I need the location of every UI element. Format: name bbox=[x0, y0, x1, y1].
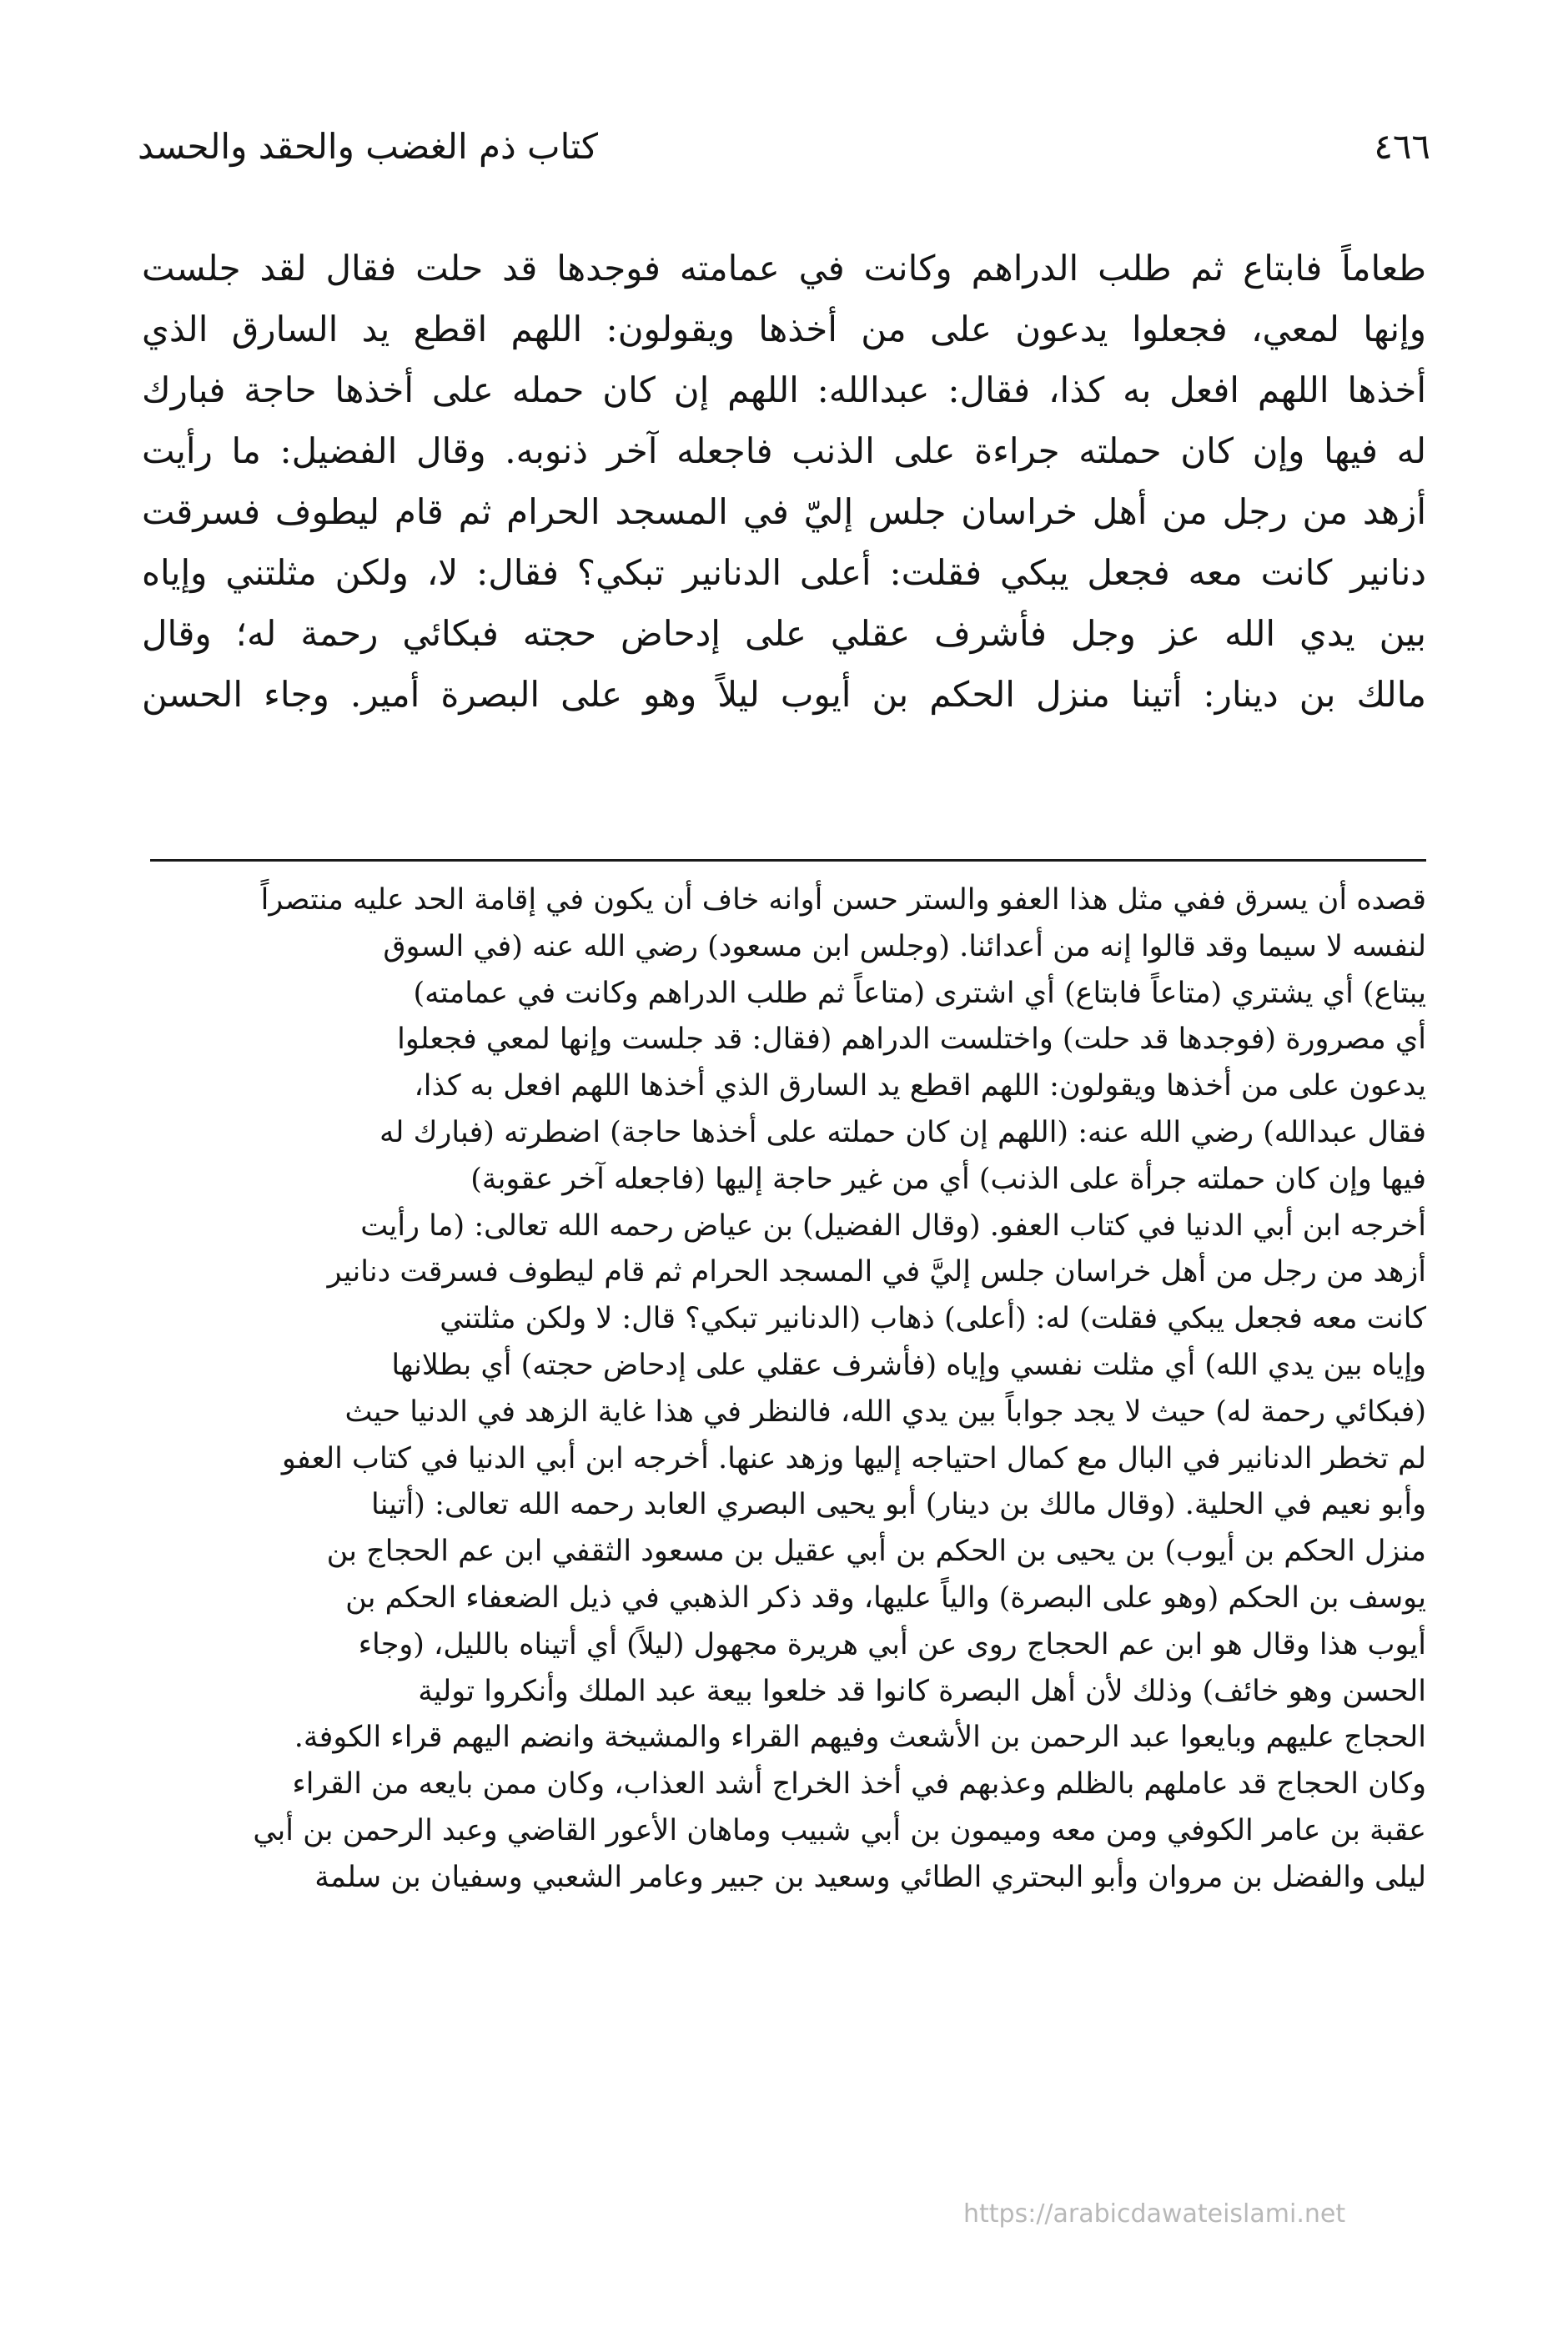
chapter-title: كتاب ذم الغضب والحقد والحسد bbox=[138, 125, 599, 167]
main-text-line: أخذها اللهم افعل به كذا، فقال: عبدالله: اللهم إن كان حمله على أخذها حاجة فبارك bbox=[142, 369, 1426, 410]
footnote-line: لنفسه لا سيما وقد قالوا إنه من أعدائنا. (وجلس ابن مسعود) رضي الله عنه (في السوق bbox=[383, 929, 1426, 963]
footnote-line: يدعون على من أخذها ويقولون: اللهم اقطع يد السارق الذي أخذها اللهم افعل به كذا، bbox=[414, 1069, 1426, 1103]
footnote-line: قصده أن يسرق ففي مثل هذا العفو والستر حسن أوانه خاف أن يكون في إقامة الحد عليه منتصراً bbox=[260, 883, 1426, 917]
footnote-line: أخرجه ابن أبي الدنيا في كتاب العفو. (وقال الفضيل) بن عياض رحمه الله تعالى: (ما رأيت bbox=[360, 1209, 1426, 1243]
footnote-line: كانت معه فجعل يبكي فقلت) له: (أعلى) ذهاب (الدنانير تبكي؟ قال: لا ولكن مثلتني bbox=[440, 1302, 1426, 1336]
footnote-line: يوسف بن الحكم (وهو على البصرة) والياً عليها، وقد ذكر الذهبي في ذيل الضعفاء الحكم بن bbox=[345, 1581, 1426, 1615]
footnote-line: يبتاع) أي يشتري (متاعاً فابتاع) أي اشترى (متاعاً ثم طلب الدراهم وكانت في عمامته) bbox=[413, 976, 1426, 1010]
main-text-line: مالك بن دينار: أتينا منزل الحكم بن أيوب ليلاً وهو على البصرة أمير. وجاء الحسن bbox=[142, 674, 1426, 715]
footnote-line: وكان الحجاج قد عاملهم بالظلم وعذبهم في أخذ الخراج أشد العذاب، وكان ممن بايعه من القراء bbox=[292, 1767, 1426, 1802]
footnote-divider bbox=[150, 859, 1426, 862]
footnote-line: ليلى والفضل بن مروان وأبو البحتري الطائي وسعيد بن جبير وعامر الشعبي وسفيان بن سلمة bbox=[314, 1860, 1426, 1894]
footnote-line: لم تخطر الدنانير في البال مع كمال احتياجه إليها وزهد عنها. أخرجه ابن أبي الدنيا في كتاب العفو bbox=[281, 1441, 1426, 1475]
main-text-line: وإنها لمعي، فجعلوا يدعون على من أخذها ويقولون: اللهم اقطع يد السارق الذي bbox=[142, 309, 1426, 349]
footnote-line: وأبو نعيم في الحلية. (وقال مالك بن دينار) أبو يحيى البصري العابد رحمه الله تعالى: (أتينا bbox=[371, 1488, 1426, 1522]
main-text-line: بين يدي الله عز وجل فأشرف عقلي على إدحاض حجته فبكائي رحمة له؛ وقال bbox=[142, 613, 1426, 654]
footnote-line: وإياه بين يدي الله) أي مثلت نفسي وإياه (فأشرف عقلي على إدحاض حجته) أي بطلانها bbox=[391, 1348, 1426, 1382]
footnote-line: فقال عبدالله) رضي الله عنه: (اللهم إن كان حملته على أخذها حاجة) اضطرته (فبارك له bbox=[379, 1115, 1426, 1149]
watermark-url: https://arabicdawateislami.net bbox=[963, 2199, 1346, 2229]
page-number: ٤٦٦ bbox=[1374, 125, 1430, 167]
main-text-line: له فيها وإن كان حملته جراءة على الذنب فاجعله آخر ذنوبه. وقال الفضيل: ما رأيت bbox=[142, 430, 1426, 471]
footnote-line: فيها وإن كان حملته جرأة على الذنب) أي من غير حاجة إليها (فاجعله آخر عقوبة) bbox=[470, 1162, 1426, 1196]
footnote-line: (فبكائي رحمة له) حيث لا يجد جواباً بين يدي الله، فالنظر في هذا غاية الزهد في الدنيا حيث bbox=[344, 1395, 1426, 1429]
footnote-line: عقبة بن عامر الكوفي ومن معه وميمون بن أبي شبيب وماهان الأعور القاضي وعبد الرحمن بن أبي bbox=[253, 1813, 1426, 1847]
page-header bbox=[138, 117, 1430, 175]
commentary-footnotes bbox=[142, 877, 1426, 1902]
main-text-line: أزهد من رجل من أهل خراسان جلس إليّ في المسجد الحرام ثم قام ليطوف فسرقت bbox=[142, 491, 1426, 532]
footnote-line: أي مصرورة (فوجدها قد حلت) واختلست الدراهم (فقال: قد جلست وإنها لمعي فجعلوا bbox=[397, 1023, 1426, 1057]
footnote-line: أيوب هذا وقال هو ابن عم الحجاج روى عن أبي هريرة مجهول (ليلاً) أي أتيناه بالليل، (وجاء bbox=[358, 1627, 1426, 1661]
main-text-line: طعاماً فابتاع ثم طلب الدراهم وكانت في عمامته فوجدها قد حلت فقال لقد جلست bbox=[142, 248, 1426, 289]
footnote-line: أزهد من رجل من أهل خراسان جلس إليَّ في المسجد الحرام ثم قام ليطوف فسرقت دنانير bbox=[327, 1255, 1426, 1289]
footnote-line: منزل الحكم بن أيوب) بن يحيى بن الحكم بن أبي عقيل بن مسعود الثقفي ابن عم الحجاج بن bbox=[326, 1535, 1426, 1569]
footnote-line: الحجاج عليهم وبايعوا عبد الرحمن بن الأشعث وفيهم القراء والمشيخة وانضم اليهم قراء الكوفة. bbox=[294, 1721, 1426, 1755]
main-text bbox=[142, 238, 1426, 725]
footnote-line: الحسن وهو خائف) وذلك لأن أهل البصرة كانوا قد خلعوا بيعة عبد الملك وأنكروا تولية bbox=[418, 1674, 1426, 1708]
main-text-line: دنانير كانت معه فجعل يبكي فقلت: أعلى الدنانير تبكي؟ فقال: لا، ولكن مثلتني وإياه bbox=[142, 552, 1426, 593]
